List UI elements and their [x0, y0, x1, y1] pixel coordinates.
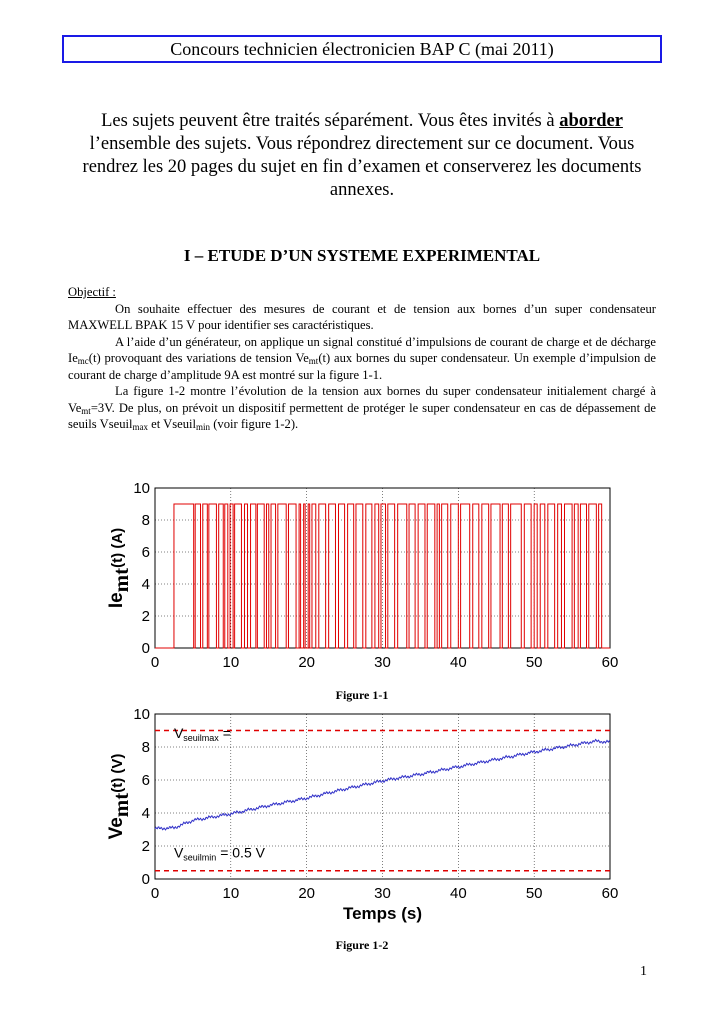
- x-tick-label: 30: [374, 885, 391, 902]
- objectif-paragraph-3: La figure 1-2 montre l’évolution de la tension aux bornes du super condensateur initialement chargé à $Ve_{mt}=3V$. De plus, on prévoit un dispositif permettent de protéger le super condensateur en cas de dépassement de seuils Vseuil$_{max}$ et Vseuil$_{min}$ (voir figure 1-2).: [68, 384, 656, 432]
- x-tick-label: 60: [601, 654, 619, 671]
- threshold-annotation: $V_{seuilmin} = 0.5$ V: [173, 844, 265, 863]
- y-tick-label: 4: [141, 805, 150, 822]
- x-tick-label: 50: [525, 654, 543, 671]
- y-tick-label: 0: [141, 640, 150, 657]
- y-tick-label: 10: [133, 480, 150, 497]
- y-tick-label: 8: [141, 739, 150, 756]
- y-tick-label: 4: [141, 576, 150, 593]
- x-tick-label: 10: [222, 885, 240, 902]
- header-title-box: [62, 35, 662, 63]
- objectif-label: Objectif :: [68, 285, 116, 299]
- y-tick-label: 0: [141, 871, 150, 888]
- x-tick-label: 0: [150, 885, 160, 902]
- y-tick-label: 6: [141, 772, 150, 789]
- x-tick-label: 40: [449, 885, 467, 902]
- figure-1-1-chart: [100, 478, 630, 688]
- objectif-paragraph-1: On souhaite effectuer des mesures de courant et de tension aux bornes d’un super condensateur MAXWELL BPAK 15 V pour identifier ses caractéristiques.: [68, 301, 656, 332]
- figure-1-2-caption: Figure 1-2: [335, 938, 389, 952]
- y-axis-label: Iemt$^{(t) (A)}$: [106, 527, 133, 609]
- threshold-annotation: $V_{seuilmax}$ =: [173, 724, 231, 743]
- objectif-paragraph-2: A l’aide d’un générateur, on applique un signal constitué d’impulsions de courant de charge et de décharge $Ie_{mc}(t)$ provoquant des variations de tension $Ve_{mt}(t)$ aux bornes du super condensateur. Un exemple d’impulsion de courant de charge d’amplitude 9A est montré sur la figure 1-1.: [68, 334, 656, 382]
- x-tick-label: 0: [150, 654, 160, 671]
- x-tick-label: 60: [601, 885, 619, 902]
- x-axis-label: Temps (s): [342, 904, 423, 923]
- x-tick-label: 10: [222, 654, 240, 671]
- y-tick-label: 10: [133, 706, 150, 723]
- intro-emphasis: aborder: [559, 111, 623, 131]
- intro-paragraph: Les sujets peuvent être traités séparément. Vous êtes invités à aborder l’ensemble des sujets. Vous répondrez directement sur ce document. Vous rendrez les 20 pages du sujet en fin d’examen et conserverez les documents annexes.: [82, 111, 642, 200]
- y-tick-label: 2: [141, 838, 150, 855]
- header-title: Concours technicien électronicien BAP C (mai 2011): [170, 38, 554, 59]
- page-number: 1: [640, 964, 647, 979]
- figure-1-2-chart: [100, 704, 630, 932]
- y-tick-label: 8: [141, 512, 150, 529]
- y-axis-label: Vemt$^{(t) (V)}$: [106, 753, 133, 840]
- x-tick-label: 50: [525, 885, 543, 902]
- objectif-text: [68, 284, 656, 433]
- y-tick-label: 2: [141, 608, 150, 625]
- x-tick-label: 30: [374, 654, 391, 671]
- figure-1-1-caption: Figure 1-1: [335, 688, 389, 702]
- x-tick-label: 20: [298, 654, 316, 671]
- x-tick-label: 40: [449, 654, 467, 671]
- x-tick-label: 20: [298, 885, 316, 902]
- y-tick-label: 6: [141, 544, 150, 561]
- section-title: I – ETUDE D’UN SYSTEME EXPERIMENTAL: [183, 246, 541, 265]
